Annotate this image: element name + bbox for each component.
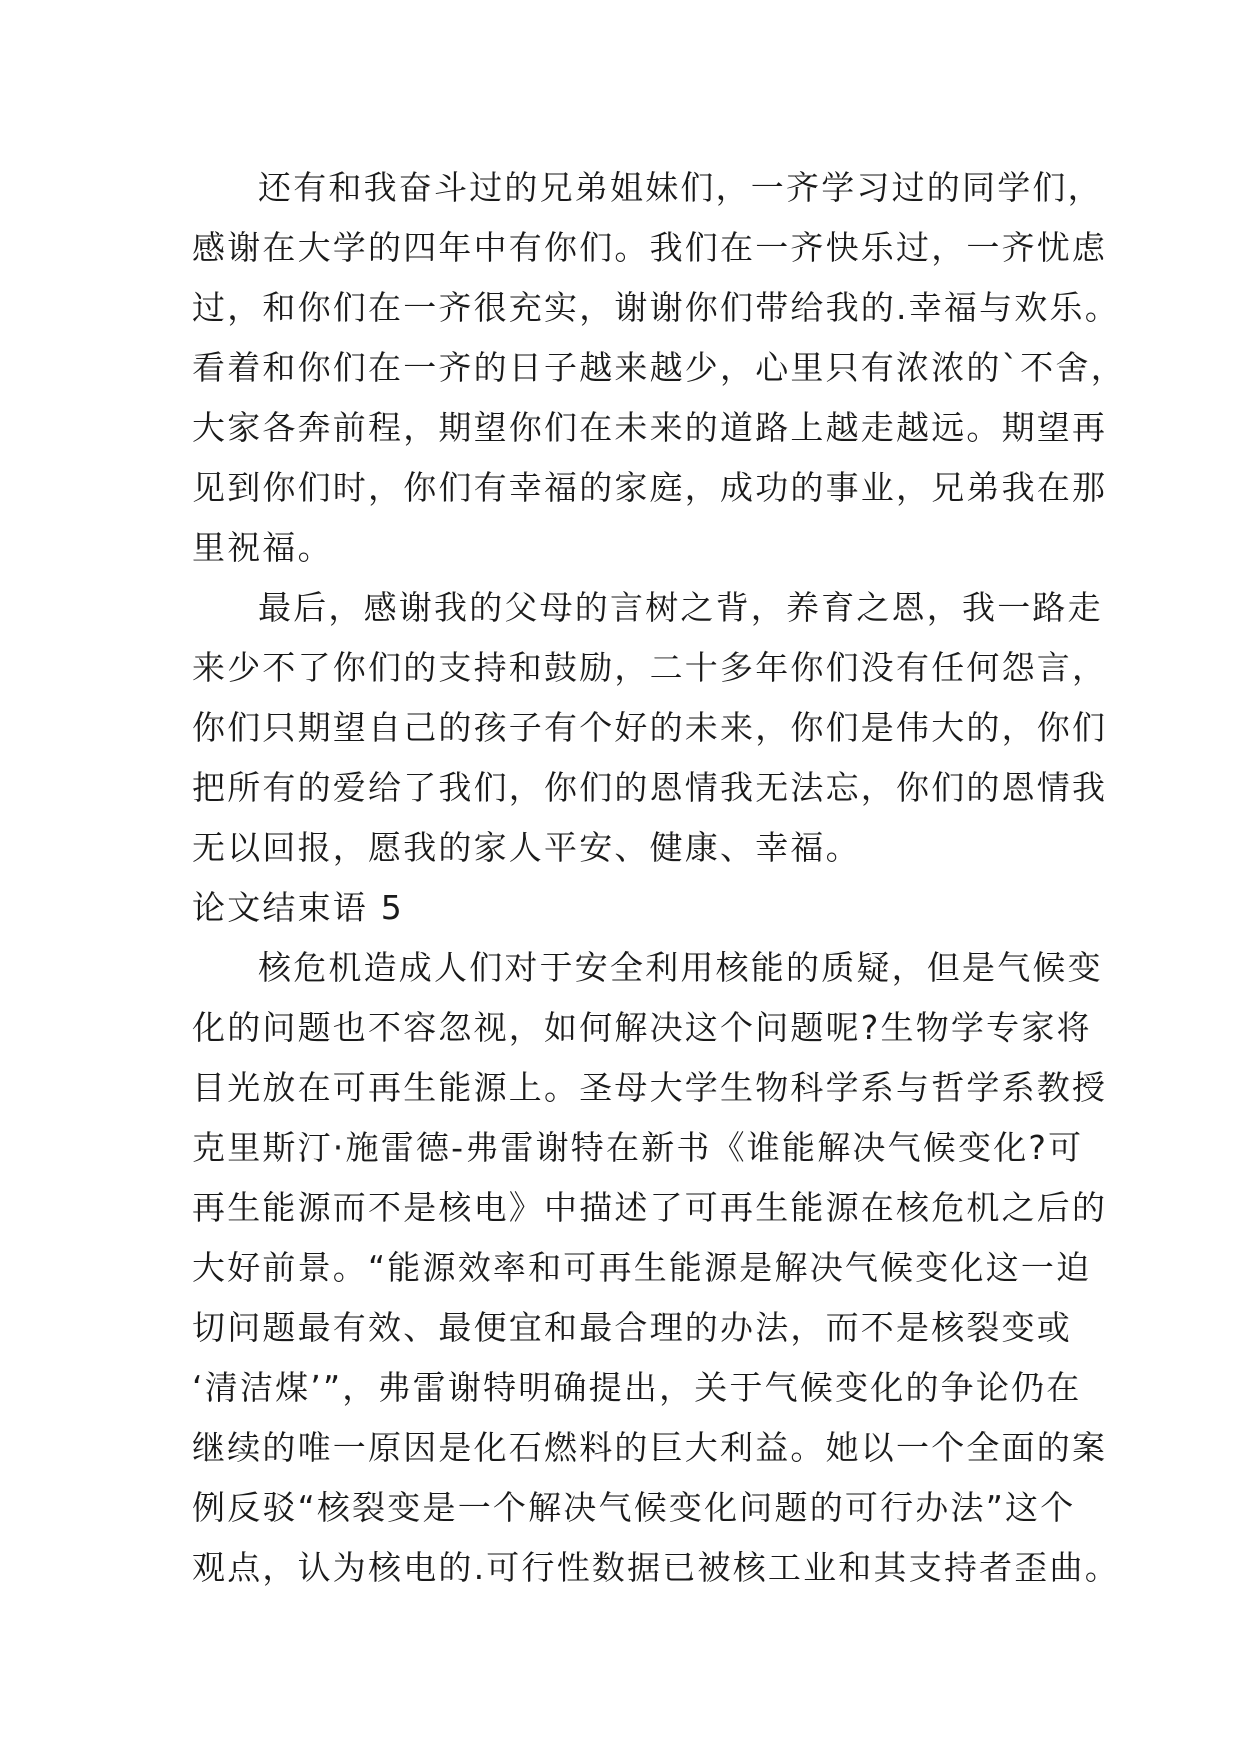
paragraph-line: 观点，认为核电的.可行性数据已被核工业和其支持者歪曲。 [192, 1548, 1120, 1587]
paragraph-line: 大家各奔前程，期望你们在未来的道路上越走越远。期望再 [192, 408, 1108, 447]
paragraph-line: 例反驳“核裂变是一个解决气候变化问题的可行办法”这个 [192, 1488, 1076, 1527]
paragraph-line: 大好前景。“能源效率和可再生能源是解决气候变化这一迫 [192, 1248, 1092, 1287]
paragraph-line: 你们只期望自己的孩子有个好的未来，你们是伟大的，你们 [192, 708, 1108, 747]
paragraph-line: 无以回报，愿我的家人平安、健康、幸福。 [192, 828, 861, 867]
paragraph-line: 把所有的爱给了我们，你们的恩情我无法忘，你们的恩情我 [192, 768, 1108, 807]
paragraph-line: 最后，感谢我的父母的言树之背，养育之恩，我一路走 [258, 588, 1103, 627]
paragraph-line: 核危机造成人们对于安全利用核能的质疑，但是气候变 [258, 948, 1103, 987]
paragraph-line: 克里斯汀·施雷德-弗雷谢特在新书《谁能解决气候变化?可 [192, 1128, 1084, 1167]
paragraph-line: 来少不了你们的支持和鼓励，二十多年你们没有任何怨言， [192, 648, 1108, 687]
section-heading: 论文结束语 5 [192, 888, 404, 927]
paragraph-line: 看着和你们在一齐的日子越来越少，心里只有浓浓的`不舍， [192, 348, 1126, 387]
paragraph-line: 化的问题也不容忽视，如何解决这个问题呢?生物学专家将 [192, 1008, 1092, 1047]
document-body [192, 158, 1126, 1598]
paragraph-line: 目光放在可再生能源上。圣母大学生物科学系与哲学系教授 [192, 1068, 1108, 1107]
paragraph-line: 过，和你们在一齐很充实，谢谢你们带给我的.幸福与欢乐。 [192, 288, 1120, 327]
paragraph-line: 感谢在大学的四年中有你们。我们在一齐快乐过，一齐忧虑 [192, 228, 1108, 267]
paragraph-line: ‘清洁煤’”，弗雷谢特明确提出，关于气候变化的争论仍在 [192, 1368, 1082, 1407]
paragraph-line: 还有和我奋斗过的兄弟姐妹们，一齐学习过的同学们， [258, 168, 1103, 207]
paragraph-line: 继续的唯一原因是化石燃料的巨大利益。她以一个全面的案 [192, 1428, 1108, 1467]
paragraph-line: 再生能源而不是核电》中描述了可再生能源在核危机之后的 [192, 1188, 1108, 1227]
paragraph-line: 里祝福。 [192, 528, 333, 567]
paragraph-line: 见到你们时，你们有幸福的家庭，成功的事业，兄弟我在那 [192, 468, 1108, 507]
paragraph-line: 切问题最有效、最便宜和最合理的办法，而不是核裂变或 [192, 1308, 1072, 1347]
